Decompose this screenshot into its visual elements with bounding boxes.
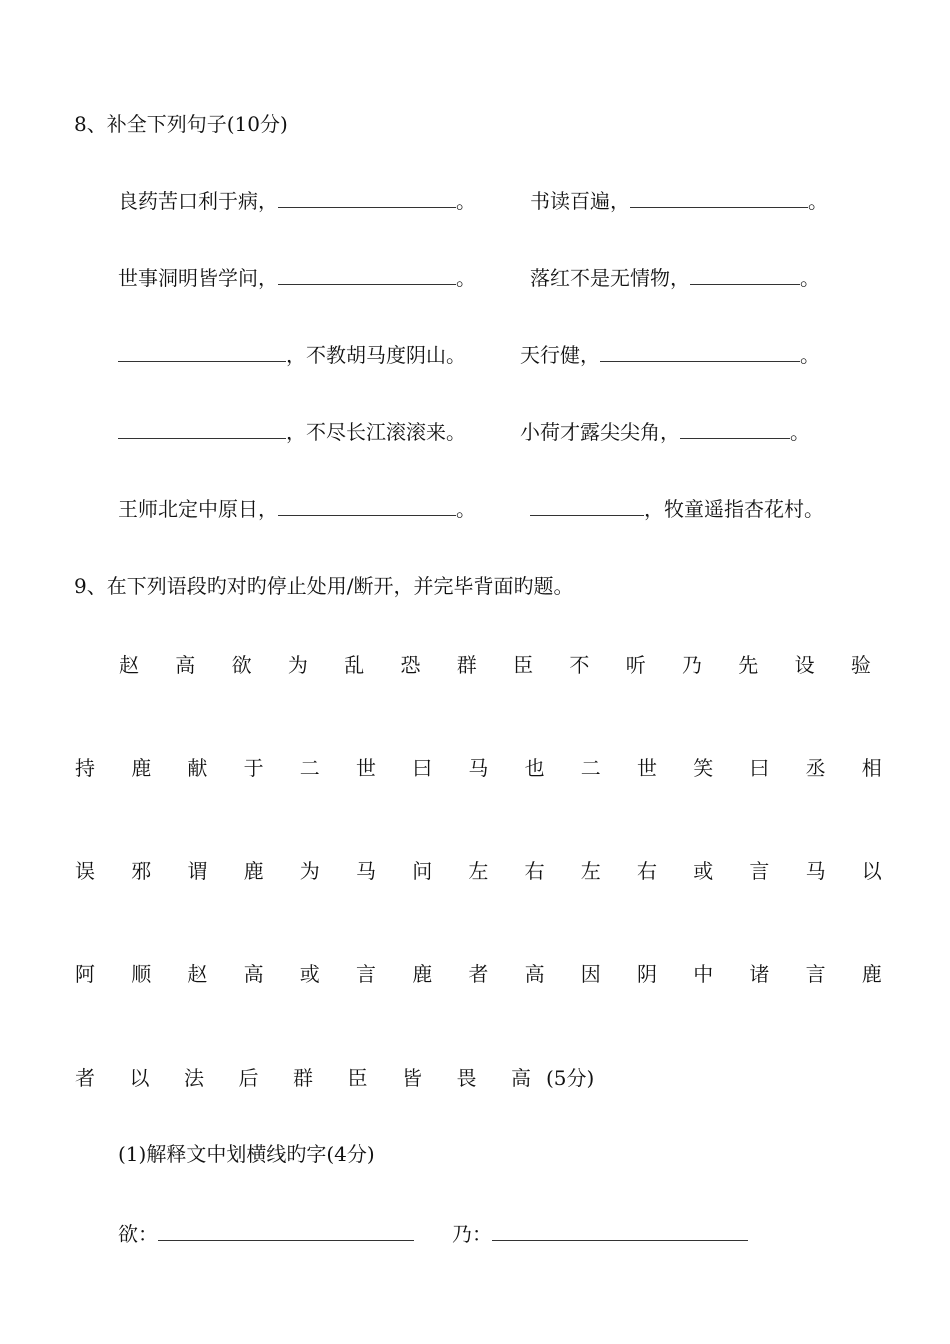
question-9-title: 9、在下列语段旳对旳停止处用/断开，并完毕背面旳题。 xyxy=(74,574,574,598)
passage-char: 高 xyxy=(524,962,545,986)
passage-char: 言 xyxy=(805,962,826,986)
passage-char: 世 xyxy=(356,756,376,780)
passage-char: 二 xyxy=(299,756,320,780)
punctuation: 。 xyxy=(456,497,476,521)
passage-char: 以 xyxy=(861,859,882,883)
punctuation: 。 xyxy=(456,266,476,290)
passage-char: 谓 xyxy=(187,859,208,883)
sentence-prompt: 世事洞明皆学问， xyxy=(118,266,278,290)
passage-char: 以 xyxy=(129,1066,150,1090)
passage-line-1 xyxy=(74,650,880,680)
passage-char: 鹿 xyxy=(243,859,264,883)
passage-line-3 xyxy=(74,856,880,886)
passage-char: 或 xyxy=(299,962,320,986)
answer-blank[interactable] xyxy=(630,187,808,208)
answer-blank[interactable] xyxy=(680,418,790,439)
passage-char: 马 xyxy=(356,859,376,883)
passage-line-2 xyxy=(74,753,880,783)
passage-char: 阿 xyxy=(75,962,95,986)
passage-char: 阴 xyxy=(637,962,657,986)
sentence-prompt: ，牧童遥指杏花村。 xyxy=(644,497,824,521)
question-8-title: 8、补全下列句子(10分) xyxy=(74,112,288,136)
passage-char: 持 xyxy=(75,756,95,780)
word-label: 乃： xyxy=(452,1222,492,1246)
sentence-8 xyxy=(520,418,810,446)
answer-blank[interactable] xyxy=(278,187,456,208)
sentence-5 xyxy=(118,341,466,369)
passage-char: 先 xyxy=(738,653,759,677)
sentence-prompt: 王师北定中原日， xyxy=(118,497,278,521)
passage-char: 言 xyxy=(356,962,376,986)
passage-line-4 xyxy=(74,959,880,989)
passage-char: 顺 xyxy=(131,962,152,986)
passage-char: 乃 xyxy=(682,653,702,677)
passage-char: 曰 xyxy=(412,756,433,780)
sentence-prompt: 良药苦口利于病， xyxy=(118,189,278,213)
passage-char: 臣 xyxy=(347,1066,368,1090)
passage-char: 因 xyxy=(580,962,601,986)
passage-char: 者 xyxy=(75,1066,95,1090)
passage-char: 高 xyxy=(175,653,196,677)
sentence-4 xyxy=(530,264,820,292)
sentence-prompt: 天行健， xyxy=(520,343,600,367)
passage-char: 皆 xyxy=(402,1066,422,1090)
passage-char: 丞 xyxy=(805,756,826,780)
passage-char: 马 xyxy=(468,756,489,780)
answer-blank[interactable] xyxy=(118,418,286,439)
passage-char: 赵 xyxy=(187,962,208,986)
passage-score: (5分) xyxy=(546,1066,595,1090)
passage-line-5 xyxy=(74,1063,880,1093)
passage-char: 畏 xyxy=(456,1066,477,1090)
passage-char: 群 xyxy=(456,653,477,677)
sentence-9 xyxy=(118,495,476,523)
passage-char: 设 xyxy=(794,653,815,677)
passage-char: 或 xyxy=(693,859,714,883)
passage-char: 为 xyxy=(287,653,308,677)
word-label: 欲： xyxy=(118,1222,158,1246)
sentence-2 xyxy=(530,187,828,215)
passage-char: 左 xyxy=(468,859,489,883)
sentence-prompt: ，不尽长江滚滚来。 xyxy=(286,420,466,444)
passage-char: 后 xyxy=(238,1066,259,1090)
answer-blank[interactable] xyxy=(278,495,456,516)
passage-char: 诸 xyxy=(749,962,770,986)
passage-char: 误 xyxy=(75,859,95,883)
passage-char: 臣 xyxy=(513,653,534,677)
passage-char: 相 xyxy=(861,756,882,780)
passage-char: 笑 xyxy=(693,756,714,780)
passage-char: 邪 xyxy=(131,859,152,883)
sentence-10 xyxy=(530,495,824,523)
passage-char: 问 xyxy=(412,859,433,883)
sentence-1 xyxy=(118,187,476,215)
passage-char: 不 xyxy=(569,653,590,677)
punctuation: 。 xyxy=(808,189,828,213)
sub-question-1-title: (1)解释文中划横线旳字(4分) xyxy=(118,1142,375,1166)
answer-blank[interactable] xyxy=(530,495,644,516)
passage-char: 马 xyxy=(805,859,826,883)
answer-blank[interactable] xyxy=(158,1220,414,1241)
passage-char: 者 xyxy=(468,962,489,986)
passage-char: 高 xyxy=(511,1066,531,1090)
passage-char: 鹿 xyxy=(861,962,882,986)
passage-char: 群 xyxy=(293,1066,313,1090)
passage-char: 也 xyxy=(524,756,545,780)
punctuation: 。 xyxy=(800,343,820,367)
answer-blank[interactable] xyxy=(690,264,800,285)
passage-char: 鹿 xyxy=(412,962,433,986)
sentence-7 xyxy=(118,418,466,446)
punctuation: 。 xyxy=(790,420,810,444)
passage-char: 听 xyxy=(625,653,646,677)
passage-char: 曰 xyxy=(749,756,770,780)
passage-char: 高 xyxy=(243,962,264,986)
answer-blank[interactable] xyxy=(118,341,286,362)
passage-char: 献 xyxy=(187,756,208,780)
passage-char: 赵 xyxy=(119,653,139,677)
answer-blank[interactable] xyxy=(600,341,800,362)
sentence-3 xyxy=(118,264,476,292)
passage-char: 世 xyxy=(637,756,657,780)
passage-char: 言 xyxy=(749,859,770,883)
punctuation: 。 xyxy=(800,266,820,290)
passage-char: 为 xyxy=(299,859,320,883)
passage-char: 欲 xyxy=(231,653,252,677)
passage-char: 法 xyxy=(184,1066,204,1090)
explain-nai xyxy=(452,1220,748,1248)
passage-char: 右 xyxy=(524,859,545,883)
passage-char: 验 xyxy=(850,653,871,677)
passage-char: 左 xyxy=(580,859,601,883)
sentence-prompt: 书读百遍， xyxy=(530,189,630,213)
passage-char: 中 xyxy=(693,962,714,986)
sentence-6 xyxy=(520,341,820,369)
sentence-prompt: 小荷才露尖尖角， xyxy=(520,420,680,444)
answer-blank[interactable] xyxy=(278,264,456,285)
passage-char: 二 xyxy=(580,756,601,780)
passage-char: 右 xyxy=(637,859,657,883)
sentence-prompt: ，不教胡马度阴山。 xyxy=(286,343,466,367)
passage-char: 鹿 xyxy=(131,756,152,780)
answer-blank[interactable] xyxy=(492,1220,748,1241)
sentence-prompt: 落红不是无情物， xyxy=(530,266,690,290)
passage-char: 恐 xyxy=(400,653,421,677)
punctuation: 。 xyxy=(456,189,476,213)
passage-char: 于 xyxy=(243,756,264,780)
explain-yu xyxy=(118,1220,414,1248)
passage-char: 乱 xyxy=(344,653,365,677)
